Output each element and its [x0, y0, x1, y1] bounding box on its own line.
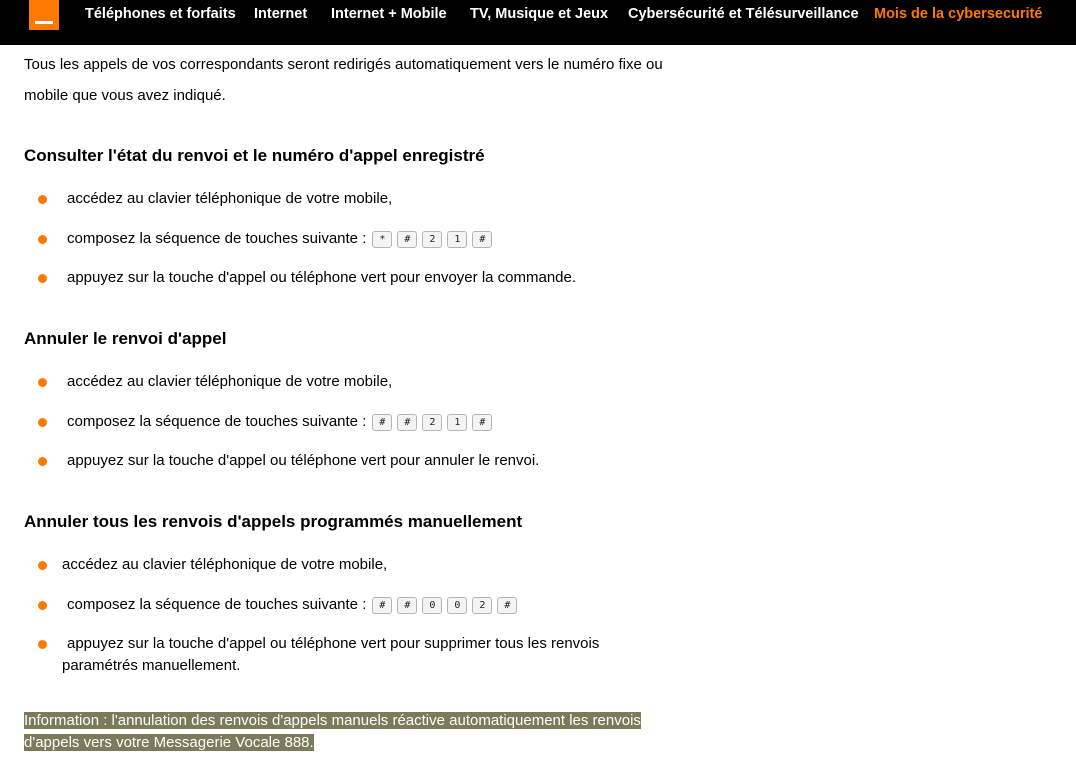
keyboard-key: #: [397, 414, 417, 431]
intro-line-1-text: Tous les appels de vos correspondants seront redirigés automatiquement vers le numéro fixe ou: [24, 56, 663, 73]
keyboard-key: 2: [422, 414, 442, 431]
list-item: [38, 228, 492, 250]
key-sequence: [372, 597, 517, 614]
keyboard-key: 2: [422, 231, 442, 248]
nav-item-tv-musique-jeux[interactable]: TV, Musique et Jeux: [470, 6, 609, 22]
nav-item-internet[interactable]: Internet: [254, 6, 308, 22]
information-note: [24, 710, 692, 754]
bullet-icon: [38, 195, 47, 204]
list-item-text: composez la séquence de touches suivante :: [67, 413, 367, 430]
list-item: [38, 411, 492, 433]
keyboard-key: 1: [447, 414, 467, 431]
keyboard-key: 0: [422, 597, 442, 614]
keyboard-key: 1: [447, 231, 467, 248]
information-line-2: d'appels vers votre Messagerie Vocale 888.: [24, 734, 314, 751]
nav-item-telephones-forfaits[interactable]: Téléphones et forfaits: [85, 6, 236, 22]
nav-item-internet-mobile[interactable]: Internet + Mobile: [331, 6, 447, 22]
list-item: [38, 633, 599, 655]
nav-item-cybersecurite[interactable]: Cybersécurité et Télésurveillance: [628, 6, 859, 22]
bullet-icon: [38, 274, 47, 283]
list-item-text-continued: paramétrés manuellement.: [62, 657, 241, 674]
logo-bar: [35, 21, 53, 24]
list-item-text: appuyez sur la touche d'appel ou téléphone vert pour supprimer tous les renvois: [67, 635, 600, 652]
keyboard-key: #: [472, 414, 492, 431]
list-item: [38, 594, 517, 616]
keyboard-key: #: [372, 414, 392, 431]
keyboard-key: 2: [472, 597, 492, 614]
bullet-icon: [38, 418, 47, 427]
list-item: [38, 371, 392, 393]
list-item-text: composez la séquence de touches suivante :: [67, 596, 367, 613]
keyboard-key: #: [497, 597, 517, 614]
bullet-icon: [38, 561, 47, 570]
orange-logo[interactable]: [29, 0, 59, 30]
bullet-icon: [38, 235, 47, 244]
list-item-text: accédez au clavier téléphonique de votre mobile,: [67, 190, 393, 207]
list-item: [38, 267, 576, 289]
keyboard-key: #: [397, 231, 417, 248]
bullet-icon: [38, 378, 47, 387]
keyboard-key: #: [372, 597, 392, 614]
top-navigation: [0, 0, 1076, 45]
bullet-icon: [38, 640, 47, 649]
nav-item-mois-cybersecurite[interactable]: Mois de la cybersecurité: [874, 6, 1043, 22]
keyboard-key: 0: [447, 597, 467, 614]
intro-line-1: [24, 56, 663, 75]
list-item-text: appuyez sur la touche d'appel ou téléphone vert pour annuler le renvoi.: [67, 452, 540, 469]
keyboard-key: #: [472, 231, 492, 248]
list-item-text: accédez au clavier téléphonique de votre mobile,: [67, 373, 393, 390]
bullet-icon: [38, 601, 47, 610]
intro-line-2: mobile que vous avez indiqué.: [24, 87, 226, 104]
section-title-annuler-tous-renvois: Annuler tous les renvois d'appels programmés manuellement: [24, 512, 523, 531]
information-line-1: Information : l'annulation des renvois d'appels manuels réactive automatiquement les renvois: [24, 712, 641, 729]
list-item-text: appuyez sur la touche d'appel ou téléphone vert pour envoyer la commande.: [67, 269, 577, 286]
list-item-text: composez la séquence de touches suivante :: [67, 230, 367, 247]
keyboard-key: *: [372, 231, 392, 248]
section-title-annuler-renvoi: Annuler le renvoi d'appel: [24, 329, 227, 348]
key-sequence: [372, 414, 492, 431]
list-item: [38, 188, 392, 210]
list-item-text: accédez au clavier téléphonique de votre mobile,: [62, 556, 388, 573]
list-item: [38, 554, 387, 576]
bullet-icon: [38, 457, 47, 466]
key-sequence: [372, 231, 492, 248]
list-item: [38, 450, 539, 472]
keyboard-key: #: [397, 597, 417, 614]
section-title-consulter: Consulter l'état du renvoi et le numéro d'appel enregistré: [24, 146, 485, 165]
